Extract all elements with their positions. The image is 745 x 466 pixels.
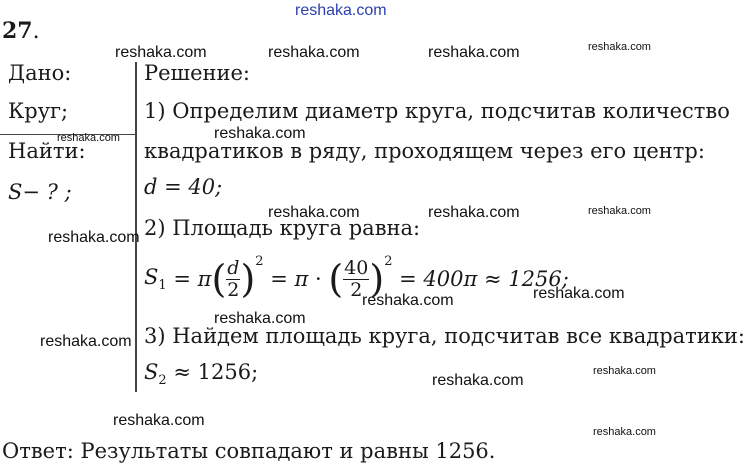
vertical-divider [135,62,137,392]
step3-text: 3) Найдем площадь круга, подсчитав все квадратики: [144,324,745,348]
watermark-top: reshaka.com [295,2,387,19]
watermark: reshaka.com [588,205,651,217]
fraction-40-over-2: $\frac{40}{2}$ [344,256,369,301]
problem-number: 27. [2,18,40,44]
watermark: reshaka.com [432,372,524,389]
watermark: reshaka.com [268,44,360,61]
step2-text: 2) Площадь круга равна: [144,216,421,240]
watermark: reshaka.com [40,333,132,350]
answer-text: Ответ: Результаты совпадают и равны 1256. [2,439,496,463]
fraction-d-over-2: $\frac{d}{2}$ [227,256,240,301]
watermark: reshaka.com [428,44,520,61]
watermark: reshaka.com [268,204,360,221]
step1-line2: квадратиков в ряду, проходящем через его центр: [144,139,705,163]
find-label: Найти: [8,139,86,163]
watermark: reshaka.com [48,229,140,246]
watermark: reshaka.com [428,204,520,221]
watermark: reshaka.com [593,365,656,377]
find-value: S− ? ; [8,180,72,204]
watermark: reshaka.com [588,41,651,53]
watermark: reshaka.com [57,132,120,144]
given-label: Дано: [8,61,72,85]
watermark: reshaka.com [362,292,454,309]
watermark: reshaka.com [113,412,205,429]
diameter-equation: d = 40; [144,175,223,199]
area-formula: $S_1$ = π ( $\frac{d}{2}$ ) $^2$ = π · ( $\frac{40}{2}$ ) $^2$ = 400π ≈ 1256; [144,254,569,301]
s2-equation: $S_2 \approx 1256$; [144,360,259,389]
watermark: reshaka.com [533,285,625,302]
solution-title: Решение: [144,61,251,85]
step1-line1: 1) Определим диаметр круга, подсчитав количество [144,99,730,123]
watermark: reshaka.com [115,44,207,61]
given-value: Круг; [8,99,69,123]
watermark: reshaka.com [214,310,306,327]
watermark: reshaka.com [214,125,306,142]
watermark: reshaka.com [593,426,656,438]
formula-s1: $S_1$ [144,264,167,294]
